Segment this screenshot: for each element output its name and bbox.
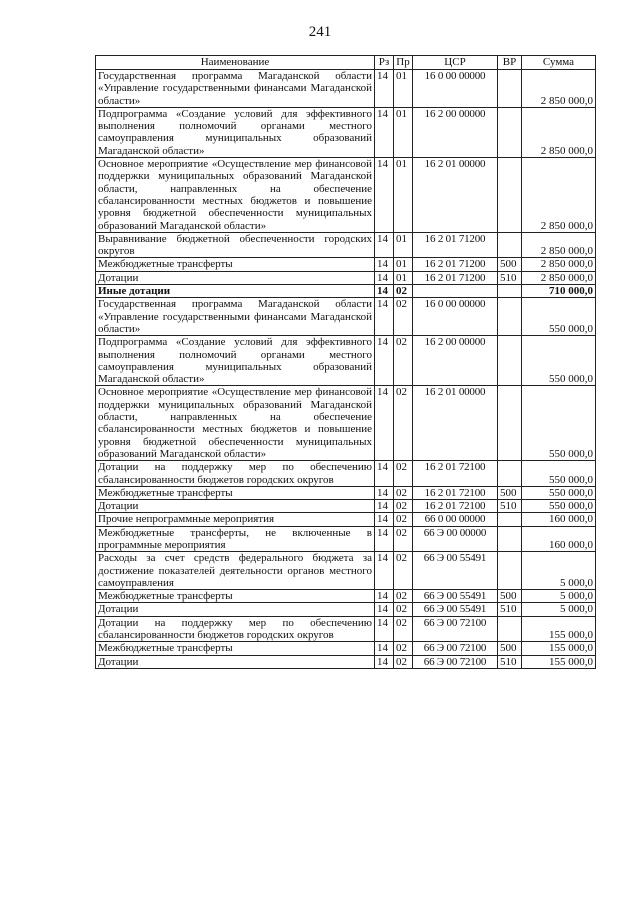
cell-sum: 2 850 000,0 [522, 232, 596, 258]
cell-csr: 16 2 00 00000 [413, 336, 498, 386]
cell-name: Межбюджетные трансферты [96, 486, 375, 499]
table-row [96, 285, 596, 298]
cell-name: Подпрограмма «Создание условий для эффективного выполнения полномочий органами местного самоуправления муниципальных образований Магаданской области» [96, 336, 375, 386]
cell-vr [498, 107, 522, 157]
cell-vr [498, 285, 522, 298]
cell-vr [498, 386, 522, 461]
cell-name: Иные дотации [96, 285, 375, 298]
table-row [96, 158, 596, 233]
cell-name: Дотации [96, 500, 375, 513]
table-row [96, 513, 596, 526]
cell-pr: 02 [394, 461, 413, 487]
cell-csr: 16 2 01 72100 [413, 486, 498, 499]
cell-vr: 500 [498, 642, 522, 655]
cell-name: Выравнивание бюджетной обеспеченности городских округов [96, 232, 375, 258]
cell-csr: 16 2 01 72100 [413, 500, 498, 513]
table-row [96, 616, 596, 642]
header-rz: Рз [375, 56, 394, 70]
cell-csr: 16 2 01 71200 [413, 271, 498, 284]
cell-vr [498, 158, 522, 233]
cell-name: Дотации [96, 603, 375, 616]
cell-sum: 155 000,0 [522, 655, 596, 668]
cell-vr [498, 616, 522, 642]
cell-name: Межбюджетные трансферты [96, 258, 375, 271]
cell-pr: 02 [394, 552, 413, 590]
cell-csr: 66 Э 00 00000 [413, 526, 498, 552]
table-row [96, 486, 596, 499]
cell-pr: 02 [394, 500, 413, 513]
cell-name: Расходы за счет средств федерального бюджета за достижение показателей деятельности органов местного самоуправления [96, 552, 375, 590]
cell-name: Прочие непрограммные мероприятия [96, 513, 375, 526]
cell-rz: 14 [375, 552, 394, 590]
cell-rz: 14 [375, 158, 394, 233]
cell-vr: 500 [498, 590, 522, 603]
cell-rz: 14 [375, 232, 394, 258]
table-row [96, 526, 596, 552]
cell-pr: 01 [394, 70, 413, 108]
table-row [96, 655, 596, 668]
cell-sum: 550 000,0 [522, 486, 596, 499]
cell-pr: 01 [394, 258, 413, 271]
cell-pr: 01 [394, 107, 413, 157]
cell-vr [498, 232, 522, 258]
cell-name: Межбюджетные трансферты [96, 590, 375, 603]
table-row [96, 642, 596, 655]
cell-rz: 14 [375, 298, 394, 336]
cell-csr: 66 Э 00 72100 [413, 642, 498, 655]
cell-csr: 16 2 01 00000 [413, 386, 498, 461]
cell-pr: 01 [394, 232, 413, 258]
cell-name: Межбюджетные трансферты, не включенные в программные мероприятия [96, 526, 375, 552]
cell-vr [498, 513, 522, 526]
cell-pr: 01 [394, 158, 413, 233]
cell-pr: 02 [394, 486, 413, 499]
cell-rz: 14 [375, 386, 394, 461]
cell-sum: 155 000,0 [522, 642, 596, 655]
cell-rz: 14 [375, 486, 394, 499]
header-csr: ЦСР [413, 56, 498, 70]
table-row [96, 271, 596, 284]
cell-csr: 16 2 01 71200 [413, 258, 498, 271]
header-pr: Пр [394, 56, 413, 70]
cell-pr: 02 [394, 655, 413, 668]
cell-csr: 66 Э 00 55491 [413, 552, 498, 590]
cell-sum: 155 000,0 [522, 616, 596, 642]
cell-sum: 5 000,0 [522, 552, 596, 590]
cell-vr: 500 [498, 258, 522, 271]
cell-pr: 02 [394, 513, 413, 526]
cell-csr: 16 0 00 00000 [413, 70, 498, 108]
cell-rz: 14 [375, 271, 394, 284]
cell-csr: 16 2 00 00000 [413, 107, 498, 157]
table-row [96, 590, 596, 603]
cell-csr: 66 Э 00 55491 [413, 603, 498, 616]
table-row [96, 70, 596, 108]
cell-name: Дотации на поддержку мер по обеспечению сбалансированности бюджетов городских округов [96, 461, 375, 487]
cell-rz: 14 [375, 603, 394, 616]
cell-sum: 550 000,0 [522, 500, 596, 513]
cell-vr: 500 [498, 486, 522, 499]
table-body [96, 70, 596, 669]
cell-sum: 550 000,0 [522, 336, 596, 386]
table-row [96, 232, 596, 258]
cell-rz: 14 [375, 590, 394, 603]
cell-vr: 510 [498, 271, 522, 284]
cell-vr [498, 336, 522, 386]
table-row [96, 461, 596, 487]
cell-sum: 2 850 000,0 [522, 271, 596, 284]
cell-sum: 5 000,0 [522, 603, 596, 616]
table-row [96, 500, 596, 513]
table-row [96, 603, 596, 616]
header-sum: Сумма [522, 56, 596, 70]
table-row [96, 552, 596, 590]
cell-pr: 02 [394, 526, 413, 552]
cell-sum: 550 000,0 [522, 298, 596, 336]
cell-vr: 510 [498, 603, 522, 616]
cell-sum: 160 000,0 [522, 526, 596, 552]
cell-vr [498, 70, 522, 108]
cell-rz: 14 [375, 526, 394, 552]
cell-rz: 14 [375, 500, 394, 513]
cell-name: Дотации [96, 271, 375, 284]
cell-name: Межбюджетные трансферты [96, 642, 375, 655]
cell-sum: 550 000,0 [522, 461, 596, 487]
cell-pr: 02 [394, 590, 413, 603]
cell-rz: 14 [375, 513, 394, 526]
cell-csr [413, 285, 498, 298]
cell-sum: 2 850 000,0 [522, 107, 596, 157]
page-number: 241 [308, 24, 332, 40]
table-row [96, 298, 596, 336]
cell-rz: 14 [375, 285, 394, 298]
table-row [96, 107, 596, 157]
cell-sum: 2 850 000,0 [522, 258, 596, 271]
cell-pr: 02 [394, 386, 413, 461]
cell-vr [498, 526, 522, 552]
cell-csr: 66 Э 00 72100 [413, 616, 498, 642]
cell-rz: 14 [375, 336, 394, 386]
cell-pr: 02 [394, 298, 413, 336]
cell-csr: 16 2 01 71200 [413, 232, 498, 258]
cell-pr: 02 [394, 616, 413, 642]
cell-rz: 14 [375, 258, 394, 271]
cell-rz: 14 [375, 70, 394, 108]
cell-sum: 5 000,0 [522, 590, 596, 603]
header-name: Наименование [96, 56, 375, 70]
cell-name: Основное мероприятие «Осуществление мер финансовой поддержки муниципальных образований Магаданской области, направленных на обеспечение сбалансированности местных бюджетов и повышение уровня бюджетной обеспеченности муниципальных образований Магаданской области» [96, 386, 375, 461]
cell-name: Основное мероприятие «Осуществление мер финансовой поддержки муниципальных образований Магаданской области, направленных на обеспечение сбалансированности местных бюджетов и повышение уровня бюджетной обеспеченности муниципальных образований Магаданской области» [96, 158, 375, 233]
cell-vr [498, 461, 522, 487]
cell-rz: 14 [375, 616, 394, 642]
budget-table [95, 55, 596, 669]
cell-sum: 710 000,0 [522, 285, 596, 298]
cell-vr: 510 [498, 500, 522, 513]
cell-rz: 14 [375, 461, 394, 487]
cell-vr [498, 298, 522, 336]
cell-vr [498, 552, 522, 590]
cell-rz: 14 [375, 107, 394, 157]
cell-csr: 16 2 01 72100 [413, 461, 498, 487]
cell-csr: 66 Э 00 72100 [413, 655, 498, 668]
cell-rz: 14 [375, 655, 394, 668]
cell-pr: 02 [394, 603, 413, 616]
cell-csr: 66 0 00 00000 [413, 513, 498, 526]
cell-name: Дотации [96, 655, 375, 668]
cell-sum: 2 850 000,0 [522, 70, 596, 108]
cell-csr: 16 0 00 00000 [413, 298, 498, 336]
cell-csr: 66 Э 00 55491 [413, 590, 498, 603]
cell-pr: 02 [394, 336, 413, 386]
cell-vr: 510 [498, 655, 522, 668]
cell-pr: 02 [394, 642, 413, 655]
table-row [96, 258, 596, 271]
table-header-row [96, 56, 596, 70]
cell-sum: 550 000,0 [522, 386, 596, 461]
table-row [96, 386, 596, 461]
cell-name: Подпрограмма «Создание условий для эффективного выполнения полномочий органами местного самоуправления муниципальных образований Магаданской области» [96, 107, 375, 157]
cell-pr: 01 [394, 271, 413, 284]
cell-sum: 160 000,0 [522, 513, 596, 526]
table-row [96, 336, 596, 386]
cell-name: Государственная программа Магаданской области «Управление государственными финансами Магаданской области» [96, 298, 375, 336]
cell-name: Дотации на поддержку мер по обеспечению сбалансированности бюджетов городских округов [96, 616, 375, 642]
header-vr: ВР [498, 56, 522, 70]
cell-pr: 02 [394, 285, 413, 298]
cell-csr: 16 2 01 00000 [413, 158, 498, 233]
cell-rz: 14 [375, 642, 394, 655]
cell-name: Государственная программа Магаданской области «Управление государственными финансами Магаданской области» [96, 70, 375, 108]
cell-sum: 2 850 000,0 [522, 158, 596, 233]
